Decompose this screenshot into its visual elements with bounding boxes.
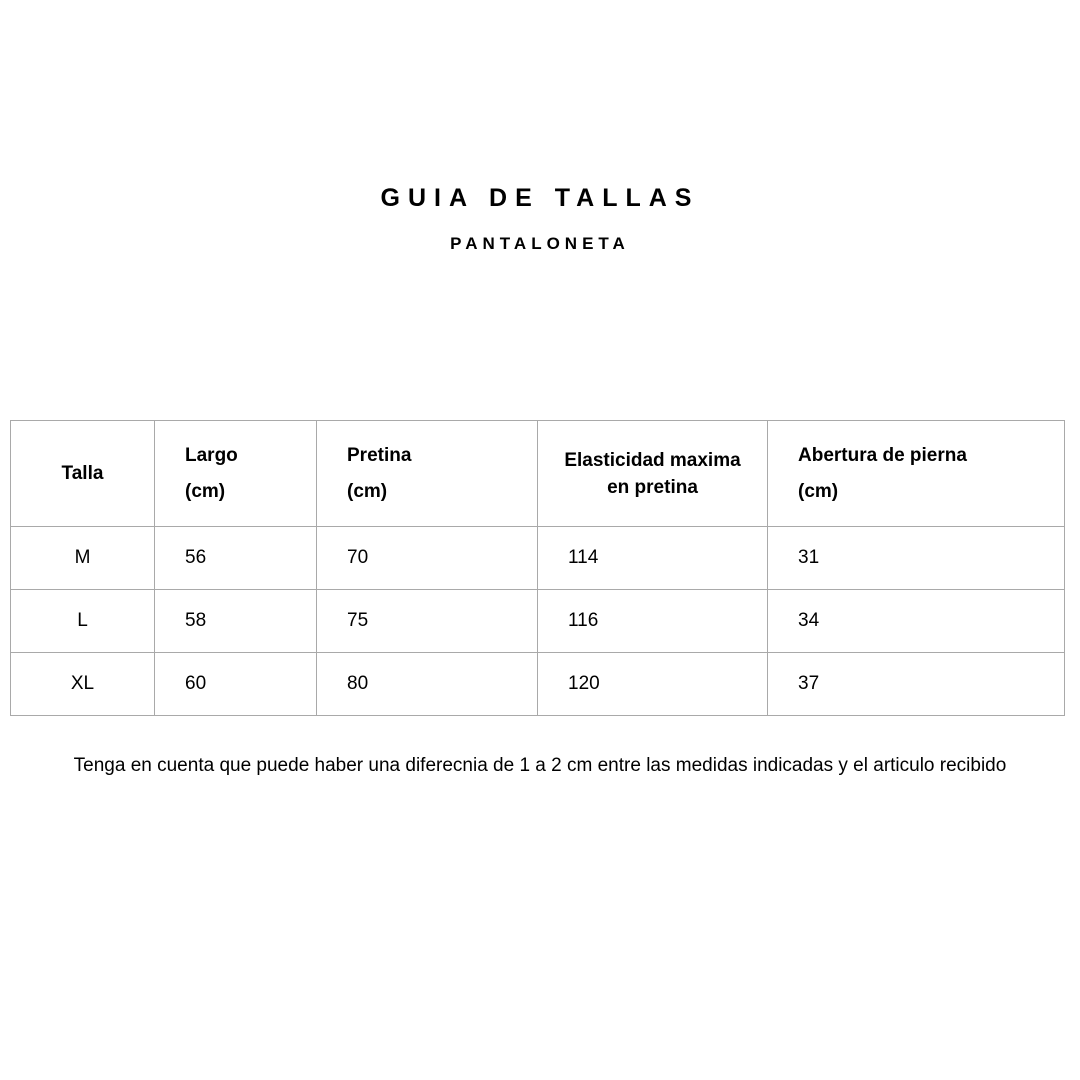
- cell-abertura: 37: [768, 653, 1065, 716]
- column-header-abertura: [768, 421, 1065, 527]
- column-header-largo: [155, 421, 317, 527]
- cell-elasticidad: 116: [538, 590, 768, 653]
- page-subtitle: PANTALONETA: [450, 234, 630, 253]
- column-header-label: Talla: [61, 462, 104, 484]
- cell-largo: 58: [155, 590, 317, 653]
- column-header-pretina: [317, 421, 538, 527]
- cell-talla: M: [11, 527, 155, 590]
- cell-abertura: 31: [768, 527, 1065, 590]
- page-title: GUIA DE TALLAS: [380, 184, 700, 212]
- column-header-unit: (cm): [347, 480, 388, 502]
- cell-pretina: 75: [317, 590, 538, 653]
- column-header-label: Pretina: [347, 444, 412, 466]
- cell-largo: 60: [155, 653, 317, 716]
- measurement-note: Tenga en cuenta que puede haber una diferecnia de 1 a 2 cm entre las medidas indicadas y el articulo recibido: [73, 755, 1007, 776]
- cell-elasticidad: 120: [538, 653, 768, 716]
- cell-abertura: 34: [768, 590, 1065, 653]
- column-header-talla: [11, 421, 155, 527]
- cell-pretina: 80: [317, 653, 538, 716]
- column-header-unit: (cm): [185, 480, 226, 502]
- table-header-row: [11, 421, 1065, 527]
- column-header-label: Largo: [185, 444, 238, 466]
- cell-pretina: 70: [317, 527, 538, 590]
- table-row: [11, 527, 1065, 590]
- column-header-unit: (cm): [798, 480, 839, 502]
- cell-elasticidad: 114: [538, 527, 768, 590]
- column-header-label: Abertura de pierna: [798, 444, 967, 466]
- table-row: [11, 590, 1065, 653]
- size-chart-table: [10, 420, 1065, 716]
- table-row: [11, 653, 1065, 716]
- cell-largo: 56: [155, 527, 317, 590]
- cell-talla: L: [11, 590, 155, 653]
- column-header-elasticidad: [538, 421, 768, 527]
- column-header-unit: en pretina: [607, 476, 698, 498]
- column-header-label: Elasticidad maxima: [564, 449, 741, 471]
- cell-talla: XL: [11, 653, 155, 716]
